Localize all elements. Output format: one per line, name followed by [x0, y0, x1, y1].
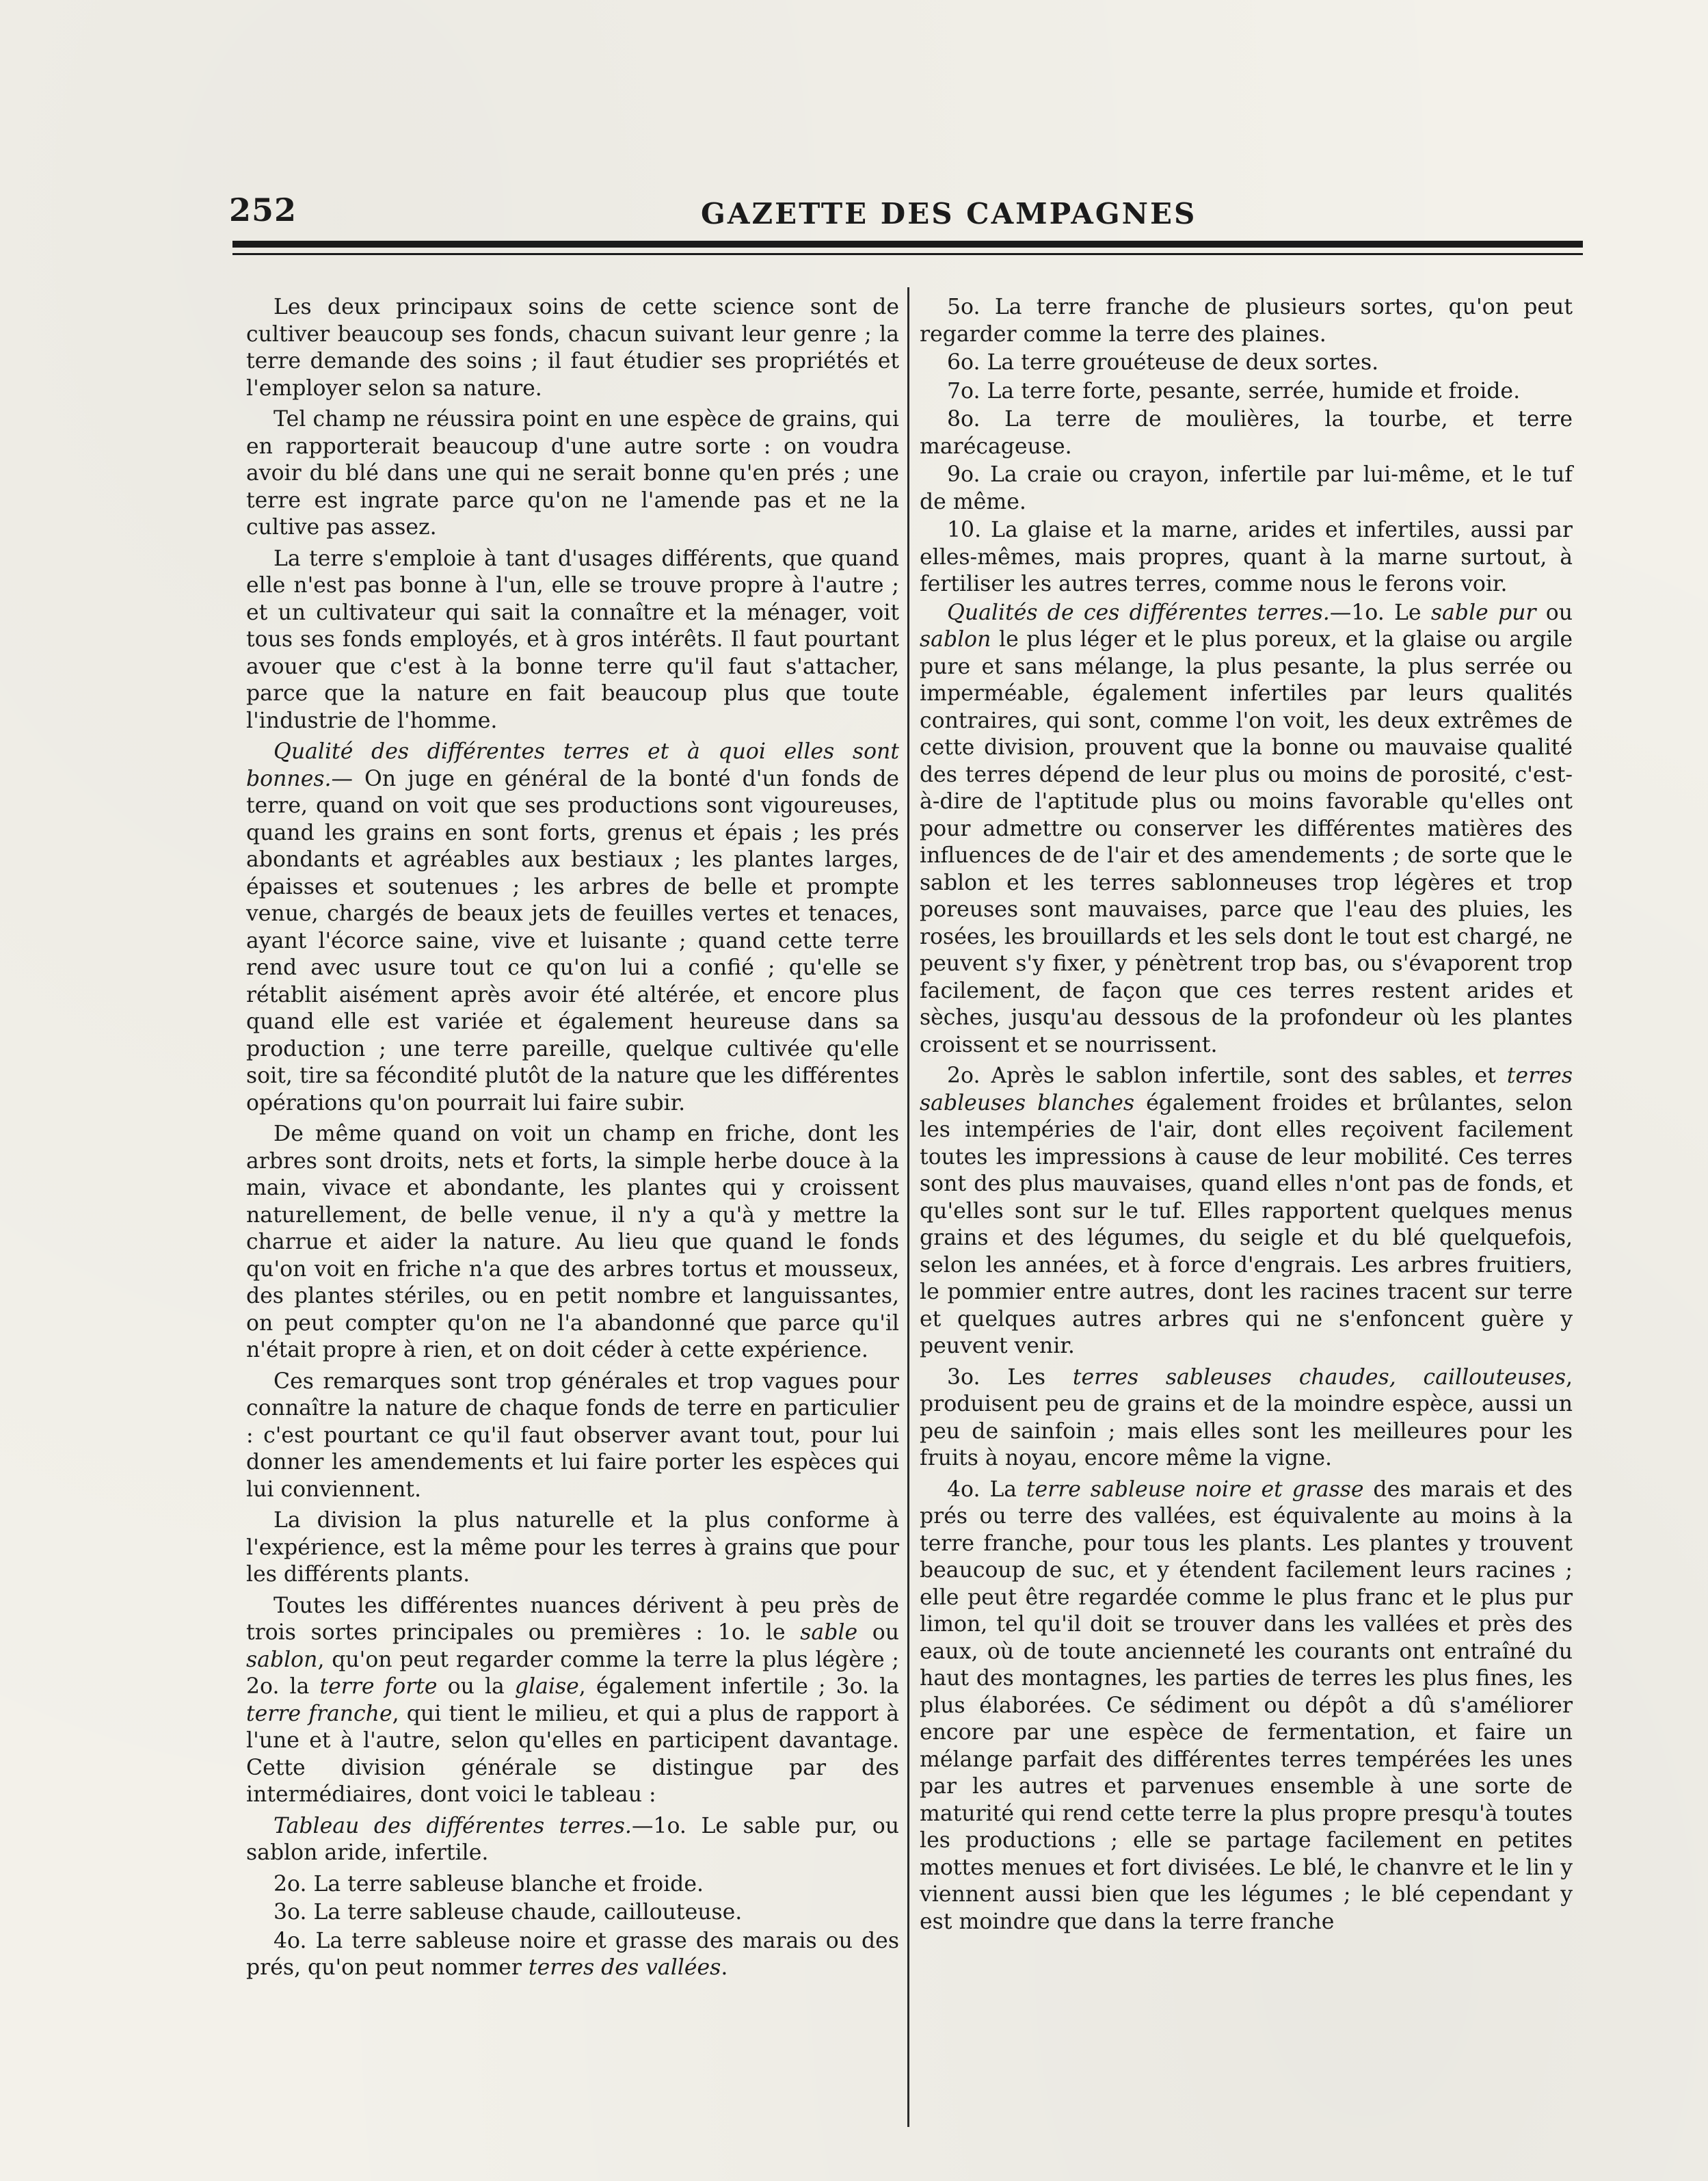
- text-run-italic: sable pur: [1430, 600, 1536, 625]
- paragraph: De même quand on voit un champ en friche, dont les arbres sont droits, nets et forts, la simple herbe douce à la main, vivace et abondante, les plantes qui y croissent naturellement, de belle venue, il n'y a qu'à y mettre la charrue et aider la nature. Au lieu que quand le fonds qu'on voit en friche n'a que des arbres tortus et mousseux, des plantes stériles, ou en petit nombre et languissantes, on peut compter qu'on ne l'a abandonné que parce qu'il n'était propre à rien, et on doit céder à cette expérience.: [246, 1122, 899, 1362]
- list-item: [246, 1928, 899, 1982]
- journal-title: GAZETTE DES CAMPAGNES: [701, 197, 1197, 230]
- text-run-italic: terre franche: [246, 1701, 392, 1726]
- text-run-italic: terre forte: [319, 1674, 438, 1699]
- text-run: ou: [857, 1620, 899, 1645]
- header-rule-thick: [232, 241, 1583, 248]
- paragraph-text: — On juge en général de la bonté d'un fonds de terre, quand on voit que ses productions sont vigoureuses, quand les grains en sont forts, grenus et épais ; les prés abondants et agréables aux bestiaux ; les plantes larges, épaisses et soutenues ; les arbres de belle et prompte venue, chargés de beaux jets de feuilles vertes et tenaces, ayant l'écorce saine, vive et luisante ; quand cette terre rend avec usure tout ce qu'on lui a confié ; qu'elle se rétablit aisément après avoir été altérée, et encore plus quand elle est variée et également heureuse dans sa production ; une terre pareille, quelque cultivée qu'elle soit, tire sa fécondité plutôt de la nature que les différentes opérations qu'on pourrait lui faire subir.: [246, 766, 899, 1115]
- list-item: 5o. La terre franche de plusieurs sortes, qu'on peut regarder comme la terre des plaines.: [920, 295, 1573, 347]
- paragraph: La division la plus naturelle et la plus conforme à l'expérience, est la même pour les terres à grains que pour les différents plants.: [246, 1508, 899, 1587]
- text-run: Toutes les différentes nuances dérivent à peu près de trois sortes principales ou premières : 1o. le: [246, 1593, 899, 1645]
- list-item: 2o. La terre sableuse blanche et froide.: [273, 1871, 704, 1896]
- text-run-italic: terres sableuses chaudes, caillouteuses: [1072, 1364, 1566, 1390]
- text-run: , qui tient le milieu, et qui a plus de rapport à l'une et à l'autre, selon qu'elles en participent davantage. Cette division générale se distingue par des intermédiaires, dont voici le tableau :: [246, 1701, 899, 1807]
- text-run: , produisent peu de grains et de la moindre espèce, aussi un peu de sainfoin ; mais elles sont les meilleures pour les fruits à noyau, encore même la vigne.: [920, 1364, 1573, 1470]
- text-run: des marais et des prés ou terre des vallées, est équivalente au moins à la terre franche, pour tous les plants. Les plantes y trouvent beaucoup de suc, et y étendent facilement leurs racines ; elle peut être regardée comme le plus franc et le plus pur limon, tel qu'il doit se trouver dans les vallées et près des eaux, où de toute ancienneté les courants ont entraîné du haut des montagnes, les parties de terres les plus fines, les plus élaborées. Ce sédiment ou dépôt a dû s'améliorer encore par une espèce de fermentation, et faire un mélange parfait des différentes terres tempérées les unes par les autres et parvenues ensemble à une sorte de maturité qui rend cette terre la plus propre presqu'à toutes les productions ; elle se partage facilement en petites mottes menues et fort divisées. Le blé, le chanvre et le lin y viennent aussi bien que les légumes ; le blé cependant y est moindre que dans la terre franche: [920, 1477, 1573, 1934]
- text-run: —1o. Le: [1329, 600, 1431, 625]
- list-item: 8o. La terre de moulières, la tourbe, et terre marécageuse.: [920, 407, 1573, 459]
- paragraph: [246, 1593, 899, 1809]
- text-run: ou: [1536, 600, 1573, 625]
- text-run: 2o. Après le sablon infertile, sont des sables, et: [947, 1063, 1507, 1088]
- text-run-italic: glaise: [514, 1674, 579, 1699]
- paragraph: [246, 1813, 899, 1867]
- paragraph: [920, 600, 1573, 1059]
- text-run: également froides et brûlantes, selon les intempéries de l'air, dont elles reçoivent facilement toutes les impressions à cause de leur mobilité. Ces terres sont des plus mauvaises, quand elles n'ont pas de fonds, et qu'elles sont sur le tuf. Elles rapportent quelques menus grains et des légumes, du seigle et du blé quelquefois, selon les années, et à force d'engrais. Les arbres fruitiers, le pommier entre autres, dont les racines tracent sur terre et quelques autres arbres qui ne s'enfoncent guère y peuvent venir.: [920, 1090, 1573, 1358]
- paragraph-text: —1o. Le sable pur, ou sablon aride, infertile.: [246, 1813, 899, 1865]
- section-heading: Qualité des différentes terres et à quoi elles sont bonnes.: [246, 739, 899, 791]
- text-run: 4o. La: [947, 1477, 1026, 1502]
- page-number: 252: [229, 191, 297, 228]
- paragraph: [920, 1063, 1573, 1360]
- text-run: .: [721, 1955, 728, 1980]
- list-item: 7o. La terre forte, pesante, serrée, humide et froide.: [947, 378, 1521, 404]
- text-run: 4o. La terre sableuse noire et grasse des marais ou des prés, qu'on peut nommer: [246, 1928, 899, 1980]
- paragraph: [920, 1364, 1573, 1472]
- section-heading: Tableau des différentes terres.: [273, 1813, 632, 1838]
- text-run-italic: sablon: [246, 1647, 318, 1672]
- paragraph: Les deux principaux soins de cette science sont de cultiver beaucoup ses fonds, chacun suivant leur genre ; la terre demande des soins ; il faut étudier ses propriétés et l'employer selon sa nature.: [246, 295, 899, 401]
- paragraph: Tel champ ne réussira point en une espèce de grains, qui en rapporterait beaucoup d'une autre sorte : on voudra avoir du blé dans une qui ne serait bonne qu'en prés ; une terre est ingrate parce qu'on ne l'amende pas et ne la cultive pas assez.: [246, 407, 899, 540]
- text-run: le plus léger et le plus poreux, et la glaise ou argile pure et sans mélange, la plus pesante, la plus serrée ou imperméable, également infertiles par leurs qualités contraires, qui sont, comme l'on voit, les deux extrêmes de cette division, prouvent que la bonne ou mauvaise qualité des terres dépend de leur plus ou moins de porosité, c'est-à-dire de l'aptitude plus ou moins favorable qu'elles ont pour admettre ou conserver les différentes matières des influences de de l'air et des amendements ; de sorte que le sablon et les terres sablonneuses trop légères et trop poreuses sont mauvaises, parce que l'eau des pluies, les rosées, les brouillards et les sels dont le tout est chargé, ne peuvent s'y fixer, y pénètrent trop bas, ou s'évaporent trop facilement, de façon que ces terres restent arides et sèches, jusqu'au dessous de la profondeur où les plantes croissent et se nourrissent.: [920, 627, 1573, 1057]
- paragraph: [246, 739, 899, 1117]
- section-heading: Qualités de ces différentes terres.: [947, 600, 1330, 625]
- paragraph: [920, 1477, 1573, 1936]
- list-item: 9o. La craie ou crayon, infertile par lui-même, et le tuf de même.: [920, 462, 1573, 514]
- text-run-italic: sablon: [920, 627, 991, 652]
- paragraph: La terre s'emploie à tant d'usages différents, que quand elle n'est pas bonne à l'un, elle se trouve propre à l'autre ; et un cultivateur qui sait la connaître et la ménager, voit tous ses fonds employés, et à gros intérêts. Il faut pourtant avouer que c'est à la bonne terre qu'il faut s'attacher, parce que la nature en fait beaucoup plus que toute l'industrie de l'homme.: [246, 546, 899, 733]
- header-rule-thin: [232, 253, 1583, 255]
- text-run: 3o. Les: [947, 1364, 1073, 1390]
- text-run-italic: sable: [800, 1620, 858, 1645]
- list-item: 6o. La terre grouéteuse de deux sortes.: [947, 350, 1379, 375]
- text-run: , également infertile ; 3o. la: [578, 1674, 899, 1699]
- paragraph: Ces remarques sont trop générales et trop vagues pour connaître la nature de chaque fonds de terre en particulier : c'est pourtant ce qu'il faut observer avant tout, pour lui donner les amendements et lui faire porter les espèces qui lui conviennent.: [246, 1369, 899, 1502]
- text-run-italic: terre sableuse noire et grasse: [1026, 1477, 1364, 1502]
- page-header: [229, 191, 1579, 239]
- text-run-italic: terres sableuses blanches: [920, 1063, 1573, 1115]
- text-run-italic: terres des vallées: [528, 1955, 721, 1980]
- text-run: , qu'on peut regarder comme la terre la plus légère ; 2o. la: [246, 1647, 899, 1699]
- list-item: 10. La glaise et la marne, arides et infertiles, aussi par elles-mêmes, mais propres, quant à la marne surtout, à fertiliser les autres terres, comme nous le ferons voir.: [920, 518, 1573, 596]
- text-run: ou la: [437, 1674, 515, 1699]
- left-column: [246, 294, 899, 1983]
- list-item: 3o. La terre sableuse chaude, caillouteuse.: [273, 1900, 743, 1925]
- right-column: [920, 294, 1573, 1940]
- column-divider: [907, 287, 909, 2127]
